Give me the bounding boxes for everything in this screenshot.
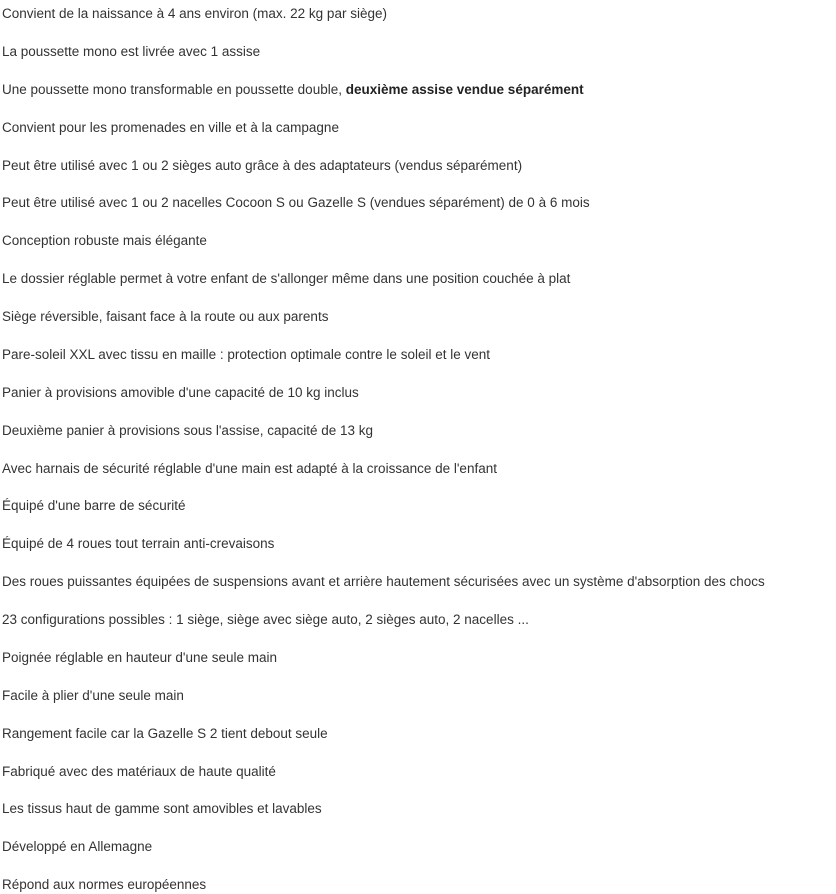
feature-item xyxy=(0,650,836,667)
feature-item xyxy=(0,877,836,894)
feature-text: Des roues puissantes équipées de suspensions avant et arrière hautement sécurisées avec un système d'absorption des chocs xyxy=(2,574,765,590)
feature-item xyxy=(0,6,836,23)
feature-item xyxy=(0,574,836,591)
feature-text: Deuxième panier à provisions sous l'assise, capacité de 13 kg xyxy=(2,422,374,438)
feature-item xyxy=(0,423,836,440)
feature-text: Poignée réglable en hauteur d'une seule main xyxy=(2,649,278,665)
feature-item xyxy=(0,461,836,478)
feature-item xyxy=(0,839,836,856)
feature-item xyxy=(0,347,836,364)
feature-text: Les tissus haut de gamme sont amovibles et lavables xyxy=(2,801,322,817)
feature-text: Convient pour les promenades en ville et à la campagne xyxy=(2,119,339,135)
feature-text: Conception robuste mais élégante xyxy=(2,233,207,249)
feature-text: La poussette mono est livrée avec 1 assise xyxy=(2,43,261,59)
feature-item xyxy=(0,726,836,743)
feature-text: Une poussette mono transformable en poussette double, xyxy=(2,81,346,97)
feature-text-emphasis: deuxième assise vendue séparément xyxy=(345,81,584,97)
feature-text: Peut être utilisé avec 1 ou 2 nacelles Cocoon S ou Gazelle S (vendues séparément) de 0 à 6 mois xyxy=(2,195,590,211)
feature-text: Équipé d'une barre de sécurité xyxy=(2,498,186,514)
feature-item xyxy=(0,195,836,212)
feature-text: Panier à provisions amovible d'une capacité de 10 kg inclus xyxy=(2,384,359,400)
feature-text: Peut être utilisé avec 1 ou 2 sièges auto grâce à des adaptateurs (vendus séparément) xyxy=(2,157,523,173)
feature-text: Équipé de 4 roues tout terrain anti-crevaisons xyxy=(2,536,275,552)
feature-text: Pare-soleil XXL avec tissu en maille : protection optimale contre le soleil et le vent xyxy=(2,346,490,362)
feature-item xyxy=(0,271,836,288)
feature-item xyxy=(0,536,836,553)
feature-text: 23 configurations possibles : 1 siège, siège avec siège auto, 2 sièges auto, 2 nacelles ... xyxy=(2,612,529,627)
feature-item xyxy=(0,233,836,250)
feature-text: Convient de la naissance à 4 ans environ (max. 22 kg par siège) xyxy=(2,6,387,21)
feature-item xyxy=(0,385,836,402)
feature-item xyxy=(0,158,836,175)
feature-text: Le dossier réglable permet à votre enfant de s'allonger même dans une position couchée à plat xyxy=(2,271,571,287)
feature-item xyxy=(0,309,836,326)
feature-text: Siège réversible, faisant face à la route ou aux parents xyxy=(2,309,329,324)
feature-text: Rangement facile car la Gazelle S 2 tient debout seule xyxy=(2,725,328,741)
feature-text: Développé en Allemagne xyxy=(2,839,153,855)
feature-item xyxy=(0,44,836,61)
feature-text: Avec harnais de sécurité réglable d'une main est adapté à la croissance de l'enfant xyxy=(2,460,497,476)
feature-text: Répond aux normes européennes xyxy=(2,877,207,893)
feature-item xyxy=(0,688,836,705)
feature-item xyxy=(0,82,836,99)
feature-item xyxy=(0,801,836,818)
feature-item xyxy=(0,764,836,781)
feature-text: Facile à plier d'une seule main xyxy=(2,687,184,703)
feature-item xyxy=(0,120,836,137)
feature-text: Fabriqué avec des matériaux de haute qualité xyxy=(2,763,276,779)
feature-item xyxy=(0,612,836,629)
feature-item xyxy=(0,498,836,515)
